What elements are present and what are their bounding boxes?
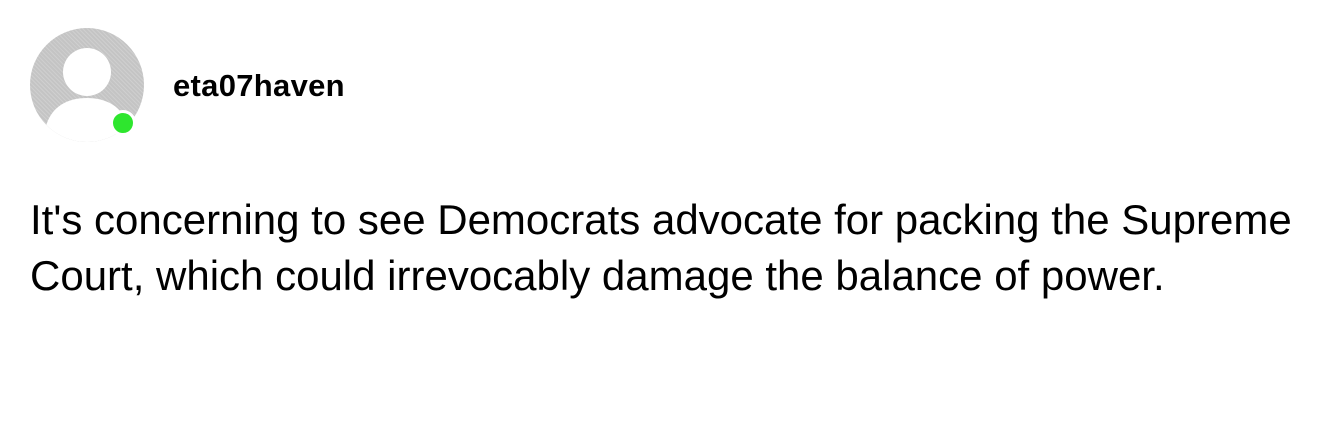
post-body: It's concerning to see Democrats advocate for packing the Supreme Court, which could irrevocably damage the balance of power. [30, 196, 1292, 299]
online-status-indicator [110, 110, 136, 136]
avatar[interactable] [30, 28, 144, 142]
username[interactable]: eta07haven [173, 68, 345, 103]
